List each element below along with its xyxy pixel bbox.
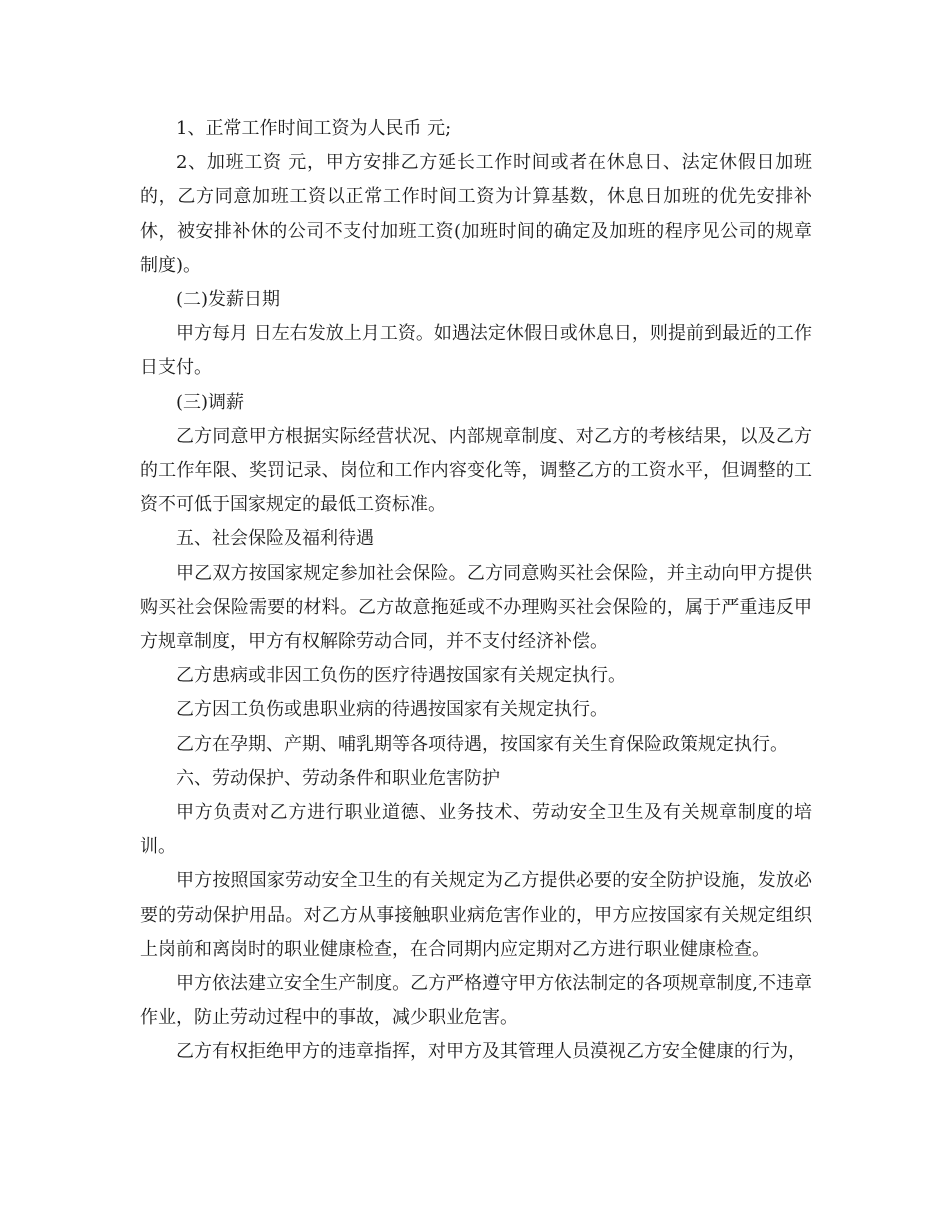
heading-payday: (二)发薪日期 — [176, 289, 281, 311]
paragraph-illness-treatment: 乙方患病或非因工负伤的医疗待遇按国家有关规定执行。 — [176, 665, 626, 687]
document-body — [140, 112, 812, 1070]
paragraph-work-injury: 乙方因工负伤或患职业病的待遇按国家有关规定执行。 — [176, 699, 608, 721]
paragraph-normal-wage: 1、正常工作时间工资为人民币 元; — [176, 118, 452, 139]
paragraph-salary-adjustment: 乙方同意甲方根据实际经营状况、内部规章制度、对乙方的考核结果，以及乙方的工作年限、奖罚记录、岗位和工作内容变化等，调整乙方的工资水平，但调整的工资不可低于国家规定的最低工资标准。 — [140, 425, 812, 516]
heading-salary-adjustment: (三)调薪 — [176, 391, 245, 413]
heading-social-insurance: 五、社会保险及福利待遇 — [176, 528, 374, 550]
heading-labor-protection: 六、劳动保护、劳动条件和职业危害防护 — [176, 767, 500, 789]
paragraph-maternity: 乙方在孕期、产期、哺乳期等各项待遇，按国家有关生育保险政策规定执行。 — [176, 733, 788, 755]
paragraph-overtime-wage: 2、加班工资 元，甲方安排乙方延长工作时间或者在休息日、法定休假日加班的，乙方同意加班工资以正常工作时间工资为计算基数，休息日加班的优先安排补休，被安排补休的公司不支付加班工资(加班时间的确定及加班的程序见公司的规章制度)。 — [140, 152, 812, 276]
paragraph-payday: 甲方每月 日左右发放上月工资。如遇法定休假日或休息日，则提前到最近的工作日支付。 — [140, 323, 812, 379]
paragraph-safety-facilities: 甲方按照国家劳动安全卫生的有关规定为乙方提供必要的安全防护设施，发放必要的劳动保护用品。对乙方从事接触职业病危害作业的，甲方应按国家有关规定组织上岗前和离岗时的职业健康检查，在合同期内应定期对乙方进行职业健康检查。 — [140, 870, 812, 960]
paragraph-safety-system: 甲方依法建立安全生产制度。乙方严格遵守甲方依法制定的各项规章制度,不违章作业，防止劳动过程中的事故，减少职业危害。 — [140, 973, 812, 1029]
paragraph-refuse-violation: 乙方有权拒绝甲方的违章指挥，对甲方及其管理人员漠视乙方安全健康的行为， — [176, 1041, 806, 1063]
paragraph-training: 甲方负责对乙方进行职业道德、业务技术、劳动安全卫生及有关规章制度的培训。 — [140, 802, 812, 858]
paragraph-social-insurance: 甲乙双方按国家规定参加社会保险。乙方同意购买社会保险，并主动向甲方提供购买社会保险需要的材料。乙方故意拖延或不办理购买社会保险的，属于严重违反甲方规章制度，甲方有权解除劳动合同，并不支付经济补偿。 — [140, 562, 812, 653]
